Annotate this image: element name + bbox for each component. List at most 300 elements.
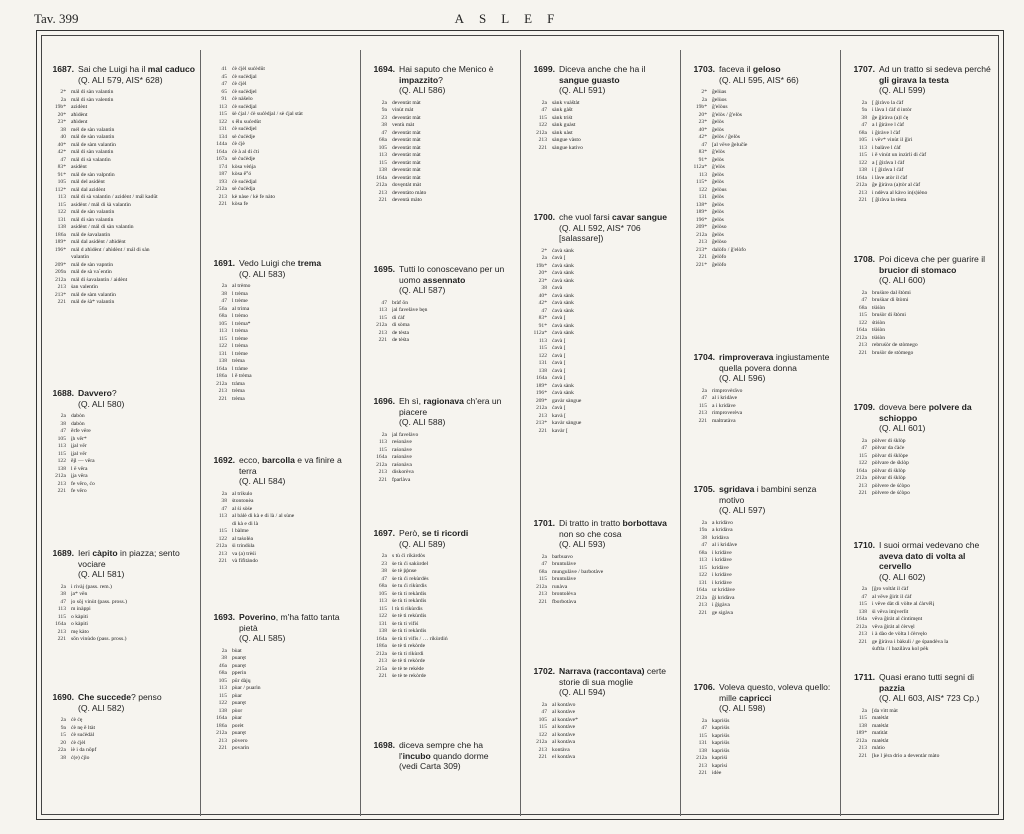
locality-code xyxy=(44,254,71,262)
locality-code: 105 xyxy=(57,435,66,442)
response-row xyxy=(685,755,836,763)
locality-code: 47 xyxy=(60,598,66,605)
locality-code: 221 xyxy=(698,417,707,424)
entry-header xyxy=(205,258,356,279)
locality-code: 105 xyxy=(218,677,227,684)
response-row xyxy=(845,601,996,609)
response-row xyxy=(205,171,356,179)
locality-code: 115 xyxy=(57,450,66,457)
response-row xyxy=(685,733,836,741)
response-row xyxy=(685,224,836,232)
response-row xyxy=(365,130,516,138)
dialect-form: ćavà sànk xyxy=(552,390,574,396)
dialect-form: l ē vēra xyxy=(71,465,88,472)
response-row xyxy=(205,313,356,321)
response-row xyxy=(845,609,996,617)
locality-code: 47 xyxy=(861,122,867,128)
dialect-form: deventàt màt xyxy=(392,167,421,173)
dialect-form: de tèśta xyxy=(392,337,409,343)
entry-header xyxy=(525,212,676,244)
entry-number: 1703. xyxy=(693,64,715,74)
response-row xyxy=(205,358,356,366)
response-row xyxy=(845,160,996,168)
response-row xyxy=(365,606,516,614)
entry-title: Di tratto in tratto borbottava non so che cosa (Q. ALI 593) xyxy=(559,518,667,549)
response-row xyxy=(845,624,996,632)
dialect-form: al i kridàve xyxy=(712,395,738,401)
locality-code: 213 xyxy=(218,388,227,394)
response-list xyxy=(365,100,516,205)
response-row xyxy=(205,156,356,164)
dialect-form: ğelòs xyxy=(712,156,724,163)
locality-code: 212a xyxy=(696,594,707,601)
entry-title: ecco, barcolla e va finire a terra (Q. ALI 584) xyxy=(239,455,342,486)
dialect-form: sè ćućèdje xyxy=(232,156,256,162)
locality-code: 122 xyxy=(57,458,66,464)
dialect-form: ṡan valentìn xyxy=(71,284,98,290)
dialect-form: ğelòs xyxy=(712,194,724,200)
dialect-form: mál de sàn vapntìn xyxy=(71,261,114,268)
response-row xyxy=(685,557,836,565)
dialect-form: i kridàve xyxy=(712,579,732,586)
entry-reference: (Q. ALI 579, AIS* 628) xyxy=(78,74,163,85)
response-row xyxy=(685,157,836,165)
entry-reference: (Q. ALI 592, AIS* 706 [salassare]) xyxy=(559,222,641,243)
locality-code: 38 xyxy=(541,285,547,291)
dialect-form: ćavà sànk xyxy=(552,307,574,314)
entry-number: 1692. xyxy=(213,455,235,465)
response-row xyxy=(845,197,996,205)
locality-code: 40* xyxy=(57,141,66,148)
locality-code: 189* xyxy=(695,209,707,215)
dialect-form: ṡe tè te rekòrde xyxy=(392,673,427,679)
entry xyxy=(845,402,996,498)
dialect-form: al trikulo xyxy=(232,490,253,497)
dialect-form: vinùt màt xyxy=(392,107,414,113)
dialect-form: ṡe tè te rekède xyxy=(392,665,424,672)
response-row xyxy=(685,164,836,172)
dialect-form: ğelòs xyxy=(712,171,724,178)
dialect-form: ṡe tè ṗṗnse xyxy=(392,568,417,574)
locality-code: 47 xyxy=(861,297,867,303)
locality-code: 212a xyxy=(856,334,867,341)
locality-code: 2a xyxy=(701,96,707,103)
locality-code: 47 xyxy=(701,542,707,548)
locality-code: 68a xyxy=(858,129,867,136)
locality-code: 112* xyxy=(55,186,66,193)
response-row xyxy=(525,345,676,353)
dialect-form: l trèma* xyxy=(232,320,251,327)
dialect-form: pùar / puarìn xyxy=(232,685,261,691)
dialect-form: ćavà sànk xyxy=(552,322,574,329)
dialect-form: l tù ti rikùrdis xyxy=(392,605,423,612)
entry-number: 1711. xyxy=(853,672,875,682)
locality-code: 187 xyxy=(218,171,227,177)
locality-code: 213 xyxy=(57,628,66,635)
dialect-form: l trème xyxy=(232,298,248,304)
locality-code: 38 xyxy=(221,498,227,504)
locality-code: 167a xyxy=(216,156,227,162)
entry xyxy=(845,540,996,654)
dialect-form: puaręt xyxy=(232,662,246,669)
response-list xyxy=(685,388,836,426)
locality-code: 19b* xyxy=(535,262,547,269)
dialect-form: o kàpiti xyxy=(71,613,88,620)
entry-reference: (Q. ALI 582) xyxy=(78,702,125,713)
entry xyxy=(205,455,356,566)
response-row xyxy=(205,506,356,514)
response-row xyxy=(44,413,196,421)
dialect-form: i ě vinùt un inzìrli di ćàf xyxy=(872,152,927,158)
dialect-form: ćavà xyxy=(552,285,563,291)
dialect-form: ḟborbotàva xyxy=(552,598,577,605)
entry-title: Davvero? (Q. ALI 580) xyxy=(78,388,125,409)
response-row xyxy=(205,513,356,521)
response-row xyxy=(44,725,196,733)
locality-code: 131 xyxy=(538,360,547,366)
dialect-form: al bàlè di kà e di là / al sùne xyxy=(232,513,295,519)
response-row xyxy=(685,89,836,97)
response-row xyxy=(44,127,196,135)
response-row xyxy=(205,708,356,716)
dialect-form: ğ'elòs xyxy=(712,149,725,155)
response-row xyxy=(205,336,356,344)
dialect-form: kavàr [ xyxy=(552,427,568,434)
dialect-form: [da vìtt màt xyxy=(872,707,898,714)
dialect-form: kòsa vèńja xyxy=(232,163,256,170)
locality-code: 213 xyxy=(378,469,387,475)
locality-code: 113 xyxy=(378,439,387,445)
response-row xyxy=(365,469,516,477)
locality-code: 221 xyxy=(218,395,227,402)
dialect-form: mę kàto xyxy=(71,628,89,635)
dialect-form: al kontàve xyxy=(552,724,576,730)
locality-code: 122 xyxy=(218,118,227,125)
response-row xyxy=(365,197,516,205)
dialect-form: ğelòs / ğelòs xyxy=(712,134,740,140)
locality-code: 138 xyxy=(57,224,66,230)
entry xyxy=(365,64,516,205)
response-row xyxy=(845,594,996,602)
entry-reference: (Q. ALI 581) xyxy=(78,569,125,579)
dialect-form: ğelòs xyxy=(712,201,724,208)
entry-reference: (Q. ALI 586) xyxy=(399,85,446,95)
dialect-form: ćavà [ xyxy=(552,352,566,359)
locality-code: 38 xyxy=(221,655,227,661)
locality-code: 38 xyxy=(60,591,66,597)
dialect-form: ḟparlàva xyxy=(392,476,411,483)
dialect-form: l trèmo xyxy=(232,313,249,319)
entries-grid xyxy=(40,50,1000,816)
response-row xyxy=(845,453,996,461)
dialect-form: ṡe tù ti viḟis / … rikùrdiṅ xyxy=(392,635,448,642)
locality-code: 212a xyxy=(696,231,707,238)
response-row xyxy=(365,568,516,576)
locality-code: 38 xyxy=(701,534,707,541)
response-row xyxy=(365,673,516,681)
response-row xyxy=(365,182,516,190)
response-row xyxy=(205,119,356,127)
response-row xyxy=(365,561,516,569)
entry-reference: (Q. ALI 587) xyxy=(399,285,446,295)
response-row xyxy=(205,141,356,149)
dialect-form: ventù màt xyxy=(392,122,415,128)
dialect-form: i kridàve xyxy=(712,572,732,578)
locality-code: 221 xyxy=(698,770,707,776)
locality-code: 164a xyxy=(376,174,387,181)
locality-code: 212a xyxy=(856,737,867,744)
locality-code: 212a xyxy=(55,473,66,479)
locality-code: 138* xyxy=(695,201,707,208)
dialect-form: deventàt màt xyxy=(392,129,421,136)
dialect-form: matètàt xyxy=(872,737,889,744)
dialect-form: ćè à al di ćti xyxy=(232,148,260,155)
dialect-form: śtiśòn xyxy=(872,319,886,326)
locality-code: 138 xyxy=(858,167,867,173)
locality-code: 122 xyxy=(538,122,547,128)
response-row xyxy=(525,360,676,368)
dialect-form: l tràme xyxy=(232,365,248,372)
locality-code: 212a xyxy=(856,475,867,481)
entry-number: 1690. xyxy=(52,692,74,702)
response-row xyxy=(845,639,996,647)
dialect-form: dabòn xyxy=(71,420,85,427)
dialect-form: puaręt xyxy=(232,655,246,661)
dialect-form: i kridàve xyxy=(712,557,732,563)
locality-code: 213 xyxy=(698,602,707,608)
entry-number: 1688. xyxy=(52,388,74,398)
response-row xyxy=(44,239,196,247)
response-row xyxy=(365,300,516,308)
entry-title: Poi diceva che per guarire il brucior di stomaco (Q. ALI 600) xyxy=(879,254,986,285)
locality-code: 2* xyxy=(541,247,547,254)
response-row xyxy=(845,715,996,723)
dialect-form: al ṡi sòśe xyxy=(232,505,253,512)
dialect-form: ğe ğiràva (a)l ćę xyxy=(872,114,909,121)
locality-code: 115 xyxy=(858,601,867,607)
response-row xyxy=(44,224,196,232)
locality-code: 68a xyxy=(698,549,707,556)
response-row xyxy=(44,284,196,292)
locality-code: 115 xyxy=(378,159,387,166)
response-row xyxy=(525,709,676,717)
locality-code: 212a xyxy=(216,543,227,549)
locality-code: 209* xyxy=(535,397,547,404)
locality-code: 19b* xyxy=(54,104,66,110)
response-row xyxy=(205,551,356,559)
locality-code: 38 xyxy=(60,754,66,761)
entry-header xyxy=(525,666,676,698)
response-row xyxy=(205,388,356,396)
response-row xyxy=(685,748,836,756)
response-row xyxy=(205,283,356,291)
response-row xyxy=(205,126,356,134)
locality-code: 47 xyxy=(541,709,547,715)
locality-code: 19b* xyxy=(695,104,707,110)
locality-code: 23* xyxy=(538,277,547,284)
entry xyxy=(365,396,516,484)
locality-code: 164a xyxy=(216,715,227,721)
response-row xyxy=(685,134,836,142)
entry-header xyxy=(685,484,836,516)
dialect-form: mál de sàm valantìn xyxy=(71,141,116,148)
locality-code: 113 xyxy=(218,328,227,334)
column-3 xyxy=(360,50,520,816)
dialect-form: tśiśòn xyxy=(872,304,886,311)
locality-code: 115 xyxy=(218,335,227,342)
dialect-form: ğelòs xyxy=(712,126,724,133)
locality-code: 212a xyxy=(376,322,387,328)
response-row xyxy=(205,291,356,299)
dialect-form: bùat xyxy=(232,647,242,654)
dialect-form: ğelòs xyxy=(712,209,724,215)
dialect-form: dabòn xyxy=(71,413,85,419)
response-row xyxy=(525,338,676,346)
locality-code xyxy=(845,646,872,654)
response-row xyxy=(845,586,996,594)
response-row xyxy=(44,599,196,607)
response-row xyxy=(845,290,996,298)
dialect-form: aħìdènt xyxy=(71,111,88,118)
dialect-form: bràf ōn xyxy=(392,299,408,306)
dialect-form: ṡtontonèa xyxy=(232,498,254,504)
dialect-form: ḟe vēro, ćo xyxy=(71,480,95,487)
dialect-form: ğelòfo xyxy=(712,261,727,268)
entry xyxy=(365,528,516,681)
locality-code: 189* xyxy=(535,382,547,389)
dialect-form: màtio xyxy=(872,745,885,751)
dialect-form: i [ ğiràva l ćàf xyxy=(872,167,904,173)
entry-title: sgridava i bambini senza motivo (Q. ALI 597) xyxy=(719,484,817,515)
response-row xyxy=(525,591,676,599)
dialect-form: ćavà sànk xyxy=(552,292,574,299)
locality-code: 20 xyxy=(60,739,66,746)
entry xyxy=(205,258,356,403)
locality-code: 131 xyxy=(698,579,707,586)
entry-header xyxy=(525,64,676,96)
locality-code: 113 xyxy=(378,307,387,313)
locality-code: 2a xyxy=(861,586,867,592)
locality-code: 221 xyxy=(858,197,867,203)
dialect-form: mál de ṡà* valantìn xyxy=(71,299,115,305)
locality-code: 115 xyxy=(698,732,707,739)
response-row xyxy=(845,723,996,731)
dialect-form: deventàto màto xyxy=(392,189,427,196)
dialect-form: l trème xyxy=(232,335,248,342)
response-row xyxy=(685,740,836,748)
dialect-form: ṡe tù ti rikùrdi xyxy=(392,650,424,657)
entry-reference: (vedi Carta 309) xyxy=(399,761,461,771)
response-row xyxy=(685,718,836,726)
dialect-form: ḭĥ vēr* xyxy=(71,435,87,442)
response-row xyxy=(525,353,676,361)
locality-code: 213 xyxy=(57,480,66,487)
dialect-form: ćavà sànk xyxy=(552,382,574,389)
locality-code: 221 xyxy=(858,490,867,496)
locality-code: 2a xyxy=(221,647,227,654)
locality-code: 113 xyxy=(218,685,227,691)
locality-code: 9a xyxy=(60,724,66,731)
dialect-form: ğelòso xyxy=(712,224,727,230)
entry xyxy=(685,64,836,269)
response-row xyxy=(44,629,196,637)
response-row xyxy=(845,445,996,453)
locality-code: 91* xyxy=(698,156,707,163)
dialect-form: bruntulàve xyxy=(552,576,576,582)
dialect-form: ćè sućèdàl xyxy=(71,732,95,738)
locality-code: 105 xyxy=(858,137,867,143)
response-row xyxy=(525,413,676,421)
response-row xyxy=(845,100,996,108)
response-row xyxy=(845,745,996,753)
dialect-form: porèt xyxy=(232,722,244,729)
entry-title: Diceva anche che ha il sangue guasto (Q. ALI 591) xyxy=(559,64,646,95)
dialect-form: kaprìsi xyxy=(712,762,728,769)
dialect-form: [ĝro voltàt il ćàf xyxy=(872,586,909,592)
response-row xyxy=(845,312,996,320)
entry-title: Voleva questo, voleva quello: mille capricci (Q. ALI 598) xyxy=(719,682,831,713)
locality-code: 131 xyxy=(698,194,707,200)
locality-code: 213 xyxy=(698,410,707,416)
locality-code: 134 xyxy=(218,133,227,140)
response-row xyxy=(205,179,356,187)
locality-code: 115 xyxy=(858,152,867,158)
locality-code: 23* xyxy=(698,119,707,125)
locality-code: 196* xyxy=(695,216,707,223)
dialect-form: pùor xyxy=(232,707,243,714)
dialect-form: l trèma xyxy=(232,343,248,349)
locality-code: 9a xyxy=(861,107,867,113)
response-row xyxy=(525,130,676,138)
locality-code: 38 xyxy=(861,114,867,121)
locality-code: 113 xyxy=(57,443,66,449)
locality-code: 131 xyxy=(698,740,707,746)
response-row xyxy=(365,160,516,168)
locality-code: 209a xyxy=(55,269,66,275)
response-row xyxy=(845,753,996,761)
dialect-form: ćavà sànk xyxy=(552,262,574,269)
locality-code: 2* xyxy=(701,89,707,95)
response-list xyxy=(205,491,356,566)
locality-code: 115 xyxy=(538,724,547,730)
response-row xyxy=(205,528,356,536)
response-row xyxy=(205,111,356,119)
response-row xyxy=(205,670,356,678)
dialect-form: ṡe tù ći sakùrdel xyxy=(392,560,429,567)
dialect-form: ğelòs xyxy=(712,179,724,185)
locality-code: 38 xyxy=(381,568,387,574)
response-row xyxy=(365,621,516,629)
response-row xyxy=(44,747,196,755)
entry-title: che vuol farsi cavar sangue (Q. ALI 592, AIS* 706 [salassare]) xyxy=(559,212,667,243)
entry-reference: (Q. ALI 603, AIS* 723 Cp.) xyxy=(879,693,980,703)
dialect-form: [ ğiràvo la ćàf xyxy=(872,99,904,106)
dialect-form: ćè ćjèl sućèdūt xyxy=(232,66,265,72)
entry xyxy=(365,264,516,345)
response-row xyxy=(44,481,196,489)
locality-code: 221 xyxy=(218,745,227,751)
dialect-form: pùar xyxy=(232,715,242,721)
response-row xyxy=(44,421,196,429)
locality-code: 144a xyxy=(216,141,227,147)
dialect-form: ge sigàva xyxy=(712,609,733,616)
dialect-form: mál di sàn valantìn xyxy=(71,149,114,155)
locality-code: 2a xyxy=(60,413,66,419)
entry xyxy=(44,548,196,644)
response-row xyxy=(205,648,356,656)
response-row xyxy=(44,755,196,763)
entry-title: I suoi ormai vedevano che aveva dato di volta al cervello (Q. ALI 602) xyxy=(879,540,980,582)
